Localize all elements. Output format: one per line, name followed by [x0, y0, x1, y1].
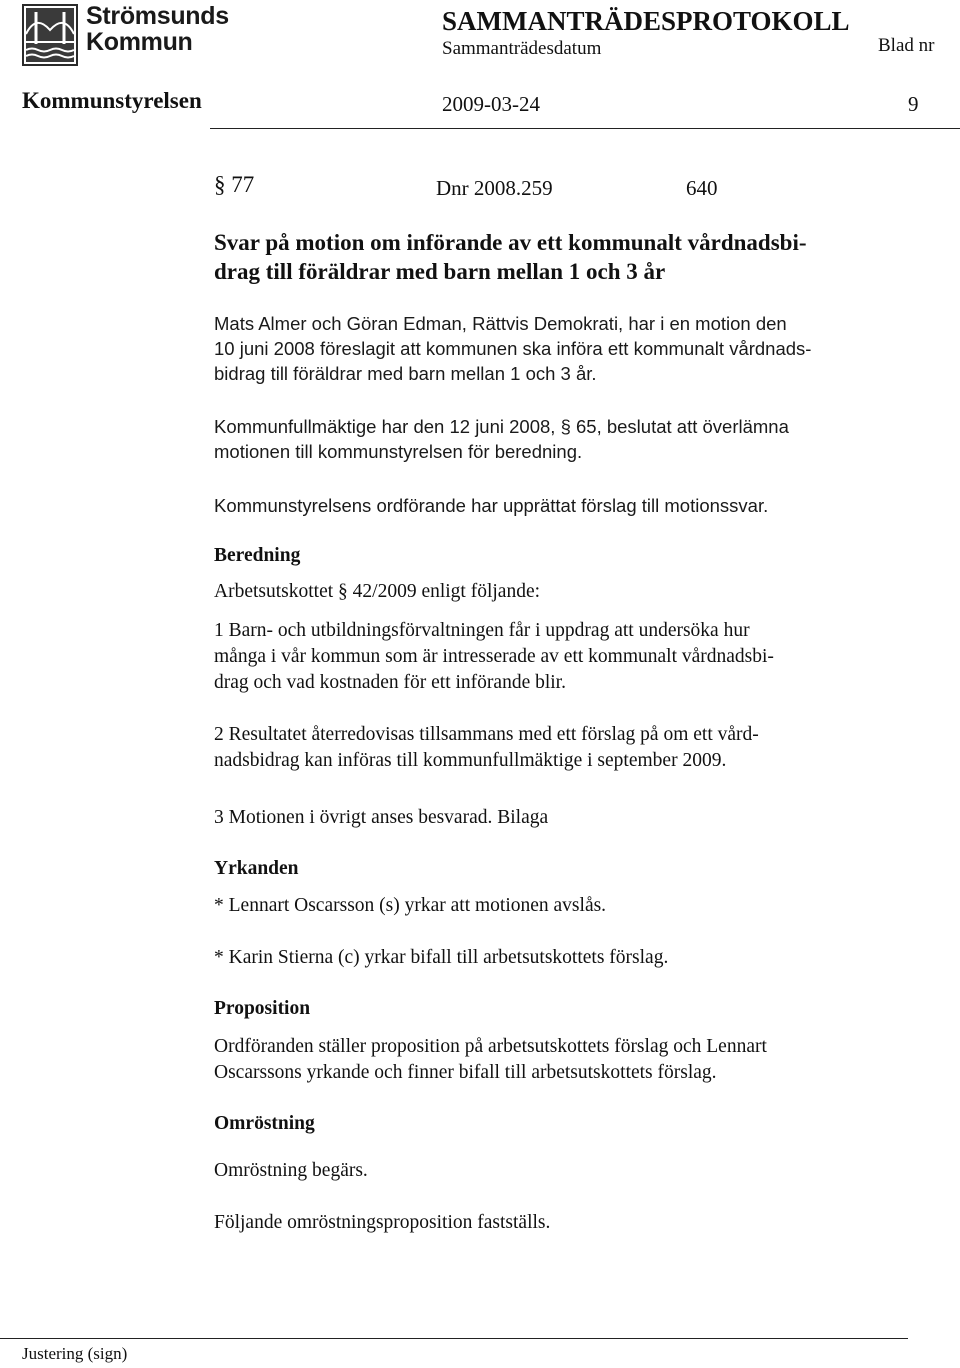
yrkande-2	[214, 945, 668, 971]
text-line: nadsbidrag kan införas till kommunfullmäktige i september 2009.	[214, 750, 727, 771]
beredning-item-1	[214, 618, 774, 696]
intro-paragraph-1	[214, 311, 811, 386]
text-line: Oscarssons yrkande och finner bifall till arbetsutskottets förslag.	[214, 1062, 717, 1083]
logo-text-line2: Kommun	[86, 28, 193, 56]
text-line: 2 Resultatet återredovisas tillsammans med ett förslag på om ett vård-	[214, 724, 759, 745]
header-divider	[210, 128, 960, 129]
section-symbol: §	[214, 172, 226, 197]
text-line: många i vår kommun som är intresserade av ett kommunalt vårdnadsbi-	[214, 646, 774, 667]
beredning-item-2	[214, 722, 759, 774]
text-line: motionen till kommunstyrelsen för beredning.	[214, 441, 583, 462]
yrkande-1	[214, 893, 606, 919]
bridge-emblem-icon	[22, 4, 78, 66]
paragraph-number	[214, 172, 254, 198]
beredning-intro	[214, 579, 540, 605]
section-number: 77	[231, 172, 255, 197]
footer-divider	[0, 1338, 908, 1339]
text-line: 1 Barn- och utbildningsförvaltningen får i uppdrag att undersöka hur	[214, 620, 750, 641]
text-line: Ordföranden ställer proposition på arbetsutskottets förslag och Lennart	[214, 1036, 767, 1057]
logo-text-line1: Strömsunds	[86, 2, 229, 30]
text-line: Följande omröstningsproposition fastställs.	[214, 1212, 551, 1233]
text-line: bidrag till föräldrar med barn mellan 1 och 3 år.	[214, 363, 597, 384]
signature-label: Justering (sign)	[22, 1344, 128, 1363]
case-number: Dnr 2008.259	[436, 176, 553, 200]
heading-line: drag till föräldrar med barn mellan 1 och 3 år	[214, 259, 666, 284]
meeting-date: 2009-03-24	[442, 92, 540, 116]
text-line: Omröstning begärs.	[214, 1160, 368, 1181]
document-title: SAMMANTRÄDESPROTOKOLL	[442, 6, 850, 36]
omrostning-heading: Omröstning	[214, 1113, 315, 1134]
sheet-number-label: Blad nr	[878, 35, 935, 56]
intro-paragraph-2	[214, 414, 789, 464]
intro-paragraph-3	[214, 493, 768, 518]
proposition-heading: Proposition	[214, 998, 311, 1019]
section-heading	[214, 228, 904, 286]
yrkanden-heading: Yrkanden	[214, 858, 299, 879]
heading-line: Svar på motion om införande av ett kommunalt vårdnadsbi-	[214, 230, 807, 255]
text-line: Mats Almer och Göran Edman, Rättvis Demokrati, har i en motion den	[214, 313, 787, 334]
proposition-text	[214, 1034, 767, 1086]
text-line: 10 juni 2008 föreslagit att kommunen ska införa ett kommunalt vårdnads-	[214, 338, 812, 359]
text-line: Kommunstyrelsens ordförande har upprättat förslag till motionssvar.	[214, 495, 769, 516]
text-line: Kommunfullmäktige har den 12 juni 2008, § 65, beslutat att överlämna	[214, 416, 789, 437]
text-line: 3 Motionen i övrigt anses besvarad. Bilaga	[214, 807, 549, 828]
committee-name: Kommunstyrelsen	[22, 88, 202, 113]
omrostning-paragraph-2	[214, 1210, 550, 1236]
text-line: * Lennart Oscarsson (s) yrkar att motionen avslås.	[214, 895, 607, 916]
text-line: Arbetsutskottet § 42/2009 enligt följande:	[214, 581, 541, 602]
municipality-logo	[22, 2, 229, 66]
registry-code: 640	[686, 176, 718, 200]
sheet-number: 9	[908, 92, 919, 116]
meeting-date-label: Sammanträdesdatum	[442, 38, 602, 59]
omrostning-paragraph-1	[214, 1158, 368, 1184]
text-line: drag och vad kostnaden för ett införande blir.	[214, 672, 566, 693]
beredning-item-3	[214, 805, 548, 831]
text-line: * Karin Stierna (c) yrkar bifall till arbetsutskottets förslag.	[214, 947, 669, 968]
beredning-heading: Beredning	[214, 545, 301, 566]
